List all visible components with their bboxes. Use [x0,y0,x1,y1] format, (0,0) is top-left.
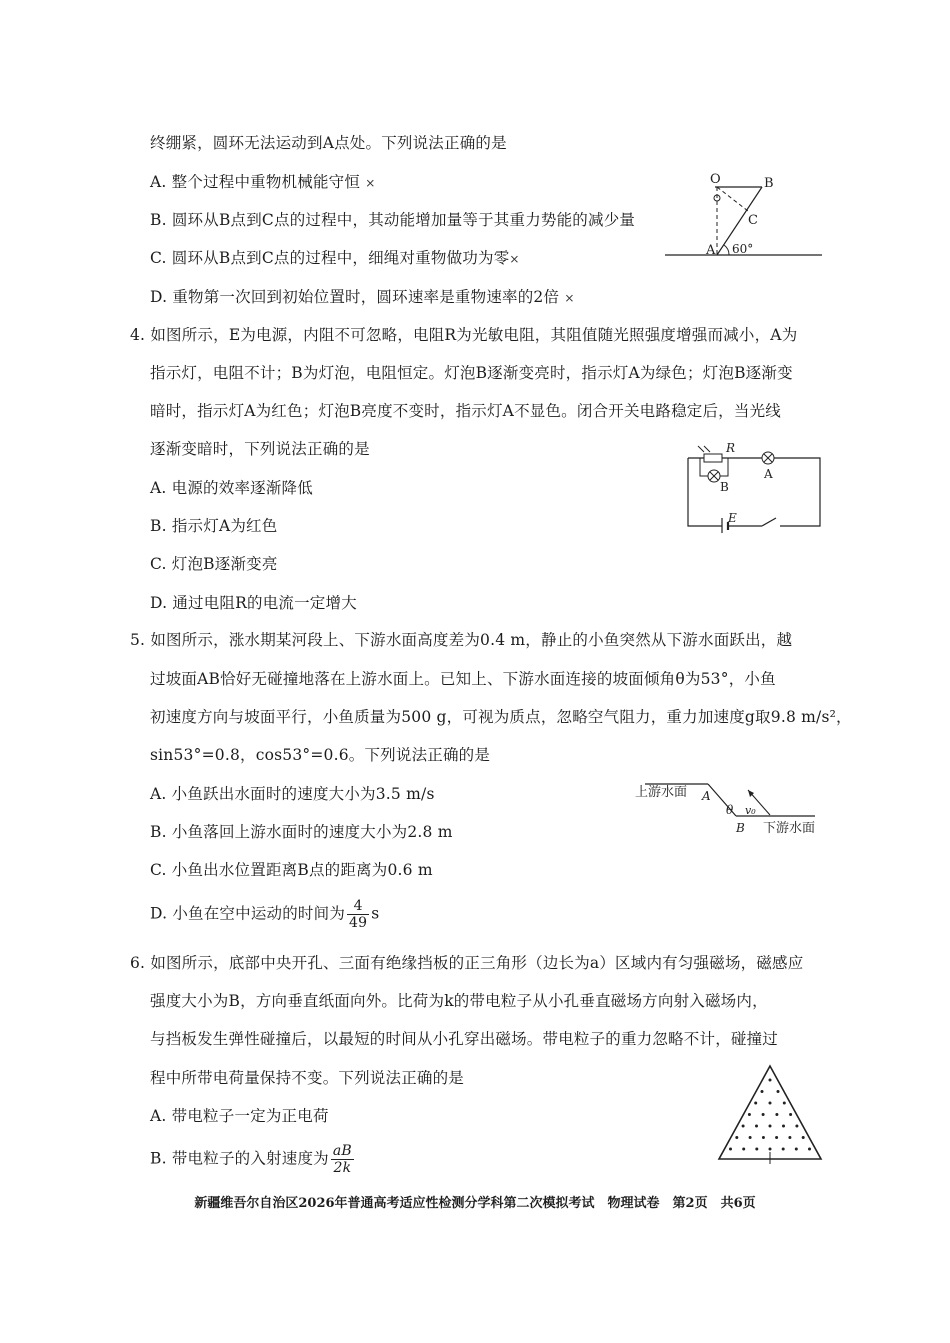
q5-stem-line-4: sin53°=0.8，cos53°=0.6。下列说法正确的是 [150,746,491,764]
field-dot [795,1148,798,1151]
fraction: $\frac{4}{49}$ [349,898,368,932]
field-dot [782,1125,785,1128]
q6-stem-line-2: 强度大小为B，方向垂直纸面向外。比荷为k的带电粒子从小孔垂直磁场方向射入磁场内， [150,992,768,1010]
field-dot [755,1148,758,1151]
angle-arc [724,245,729,255]
page-footer: 新疆维吾尔自治区2026年普通高考适应性检测分学科第二次模拟考试 物理试卷 第2页 共6页 [194,1196,756,1211]
q6-stem-line-1: 6. 如图所示，底部中央开孔、三面有绝缘挡板的正三角形（边长为a）区域内有匀强磁场，磁感应 [130,954,804,972]
q3-option-b: B. 圆环从B点到C点的过程中，其动能增加量等于其重力势能的减少量 [150,211,636,229]
magnetic-field-dots [729,1079,811,1151]
light-arrow [698,446,704,452]
wire-left [688,458,722,526]
q5-stem-line-3: 初速度方向与坡面平行，小鱼质量为500 g，可视为质点，忽略空气阻力，重力加速度g取9.8 m/s²， [150,708,852,726]
field-dot [795,1125,798,1128]
label-a: A [764,467,773,481]
field-dot [749,1136,752,1139]
field-dot [769,1148,772,1151]
field-dot [775,1113,778,1116]
field-dot [802,1136,805,1139]
field-dot [769,1125,772,1128]
q4-option-a: A. 电源的效率逐渐降低 [150,479,313,497]
q6-stem-line-3: 与挡板发生弹性碰撞后，以最短的时间从小孔穿出磁场。带电粒子的重力忽略不计，碰撞过 [150,1030,779,1048]
field-dot [789,1113,792,1116]
q5-option-a: A. 小鱼跃出水面时的速度大小为3.5 m/s [150,785,435,803]
label-c: C [748,213,758,228]
label-o: O [710,172,721,187]
q4-stem-line-4: 逐渐变暗时，下列说法正确的是 [150,440,370,458]
q5-stem-line-1: 5. 如图所示，涨水期某河段上、下游水面高度差为0.4 m，静止的小鱼突然从下游水面跃出，越 [130,631,793,649]
field-dot [775,1136,778,1139]
field-dot [762,1136,765,1139]
q5-option-c: C. 小鱼出水位置距离B点的距离为0.6 m [150,861,433,879]
field-dot [788,1136,791,1139]
label-v0: v₀ [745,804,756,817]
q6-stem-line-4: 程中所带电荷量保持不变。下列说法正确的是 [150,1069,465,1087]
q5-option-b: B. 小鱼落回上游水面时的速度大小为2.8 m [150,823,453,841]
label-e: E [728,511,737,525]
q4-stem-line-1: 4. 如图所示，E为电源，内阻不可忽略，电阻R为光敏电阻，其阻值随光照强度增强而减小，A为 [130,326,798,344]
field-dot [742,1125,745,1128]
grading-mark: × [365,176,376,190]
q5-stem-line-2: 过坡面AB恰好无碰撞地落在上游水面上。已知上、下游水面连接的坡面倾角θ为53°，小鱼 [150,670,776,688]
label-b: B [764,176,774,191]
q5-slope-figure [630,778,830,838]
field-dot [761,1090,764,1093]
q4-stem-line-3: 暗时，指示灯A为红色；灯泡B亮度不变时，指示灯A不显色。闭合开关电路稳定后，当光线 [150,402,781,420]
q3-option-a: A. 整个过程中重物机械能守恒 × [150,173,376,191]
field-dot [762,1113,765,1116]
field-dot [769,1079,772,1082]
field-dot [729,1148,732,1151]
label-a: A [702,789,711,803]
q6-option-a: A. 带电粒子一定为正电荷 [150,1107,329,1125]
field-dot [783,1102,786,1105]
q6-option-b: B. 带电粒子的入射速度为 $\frac{aB}{2k}$ [150,1143,352,1177]
label-a: A [706,243,716,258]
field-dot [742,1148,745,1151]
grading-mark: × [509,252,520,266]
field-dot [754,1102,757,1105]
label-theta: θ [726,803,734,817]
q3-figure [660,168,830,263]
fraction: $\frac{aB}{2k}$ [332,1143,352,1177]
q4-option-c: C. 灯泡B逐渐变亮 [150,555,278,573]
label-b: B [736,821,745,835]
switch [762,518,776,526]
label-downstream: 下游水面 [763,821,816,836]
label-upstream: 上游水面 [635,785,688,800]
q4-option-d: D. 通过电阻R的电流一定增大 [150,594,357,612]
wire-right [774,458,820,526]
q6-triangle-figure [715,1062,825,1164]
q4-circuit-figure [680,438,830,533]
field-dot [769,1102,772,1105]
resistor-r [704,454,722,462]
rope-oc [717,187,748,211]
field-dot [748,1113,751,1116]
field-dot [782,1148,785,1151]
label-angle: 60° [732,242,754,256]
field-dot [755,1125,758,1128]
q4-option-b: B. 指示灯A为红色 [150,517,278,535]
field-dot [808,1148,811,1151]
q3-option-d: D. 重物第一次回到初始位置时，圆环速率是重物速率的2倍 × [150,288,575,306]
label-r: R [726,441,736,455]
q5-option-d: D. 小鱼在空中运动的时间为 $\frac{4}{49}$ s [150,898,380,932]
label-b: B [720,480,729,494]
q3-stem-end: 终绷紧，圆环无法运动到A点处。下列说法正确的是 [150,134,507,152]
grading-mark: × [564,291,575,305]
field-dot [735,1136,738,1139]
q3-option-c: C. 圆环从B点到C点的过程中，细绳对重物做功为零× [150,249,520,267]
light-arrow [704,446,710,452]
q4-stem-line-2: 指示灯，电阻不计；B为灯泡，电阻恒定。灯泡B逐渐变亮时，指示灯A为绿色；灯泡B逐渐变 [150,364,793,382]
field-dot [777,1090,780,1093]
